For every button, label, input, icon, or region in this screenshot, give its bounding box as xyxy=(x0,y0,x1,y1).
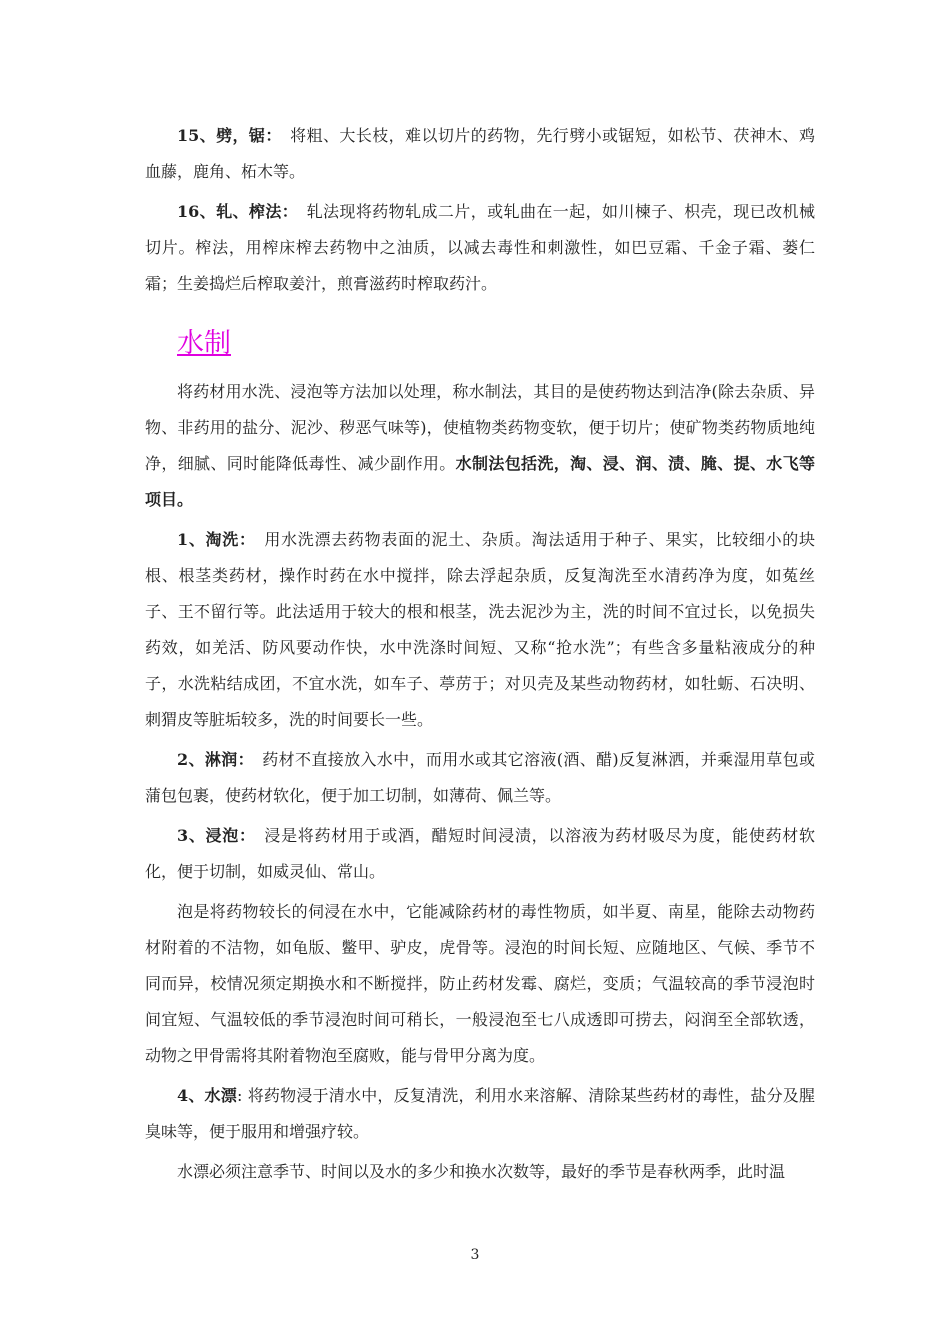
item-taoxi-heading: 1、淘洗： xyxy=(177,530,248,549)
section-intro xyxy=(145,374,815,518)
item-shuipiao-text: : 将药物浸于清水中，反复清洗，利用水来溶解、清除某些药材的毒性，盐分及腥臭味等，便于服用和增强疗较。 xyxy=(145,1086,815,1141)
item-jinpao-heading: 3、浸泡： xyxy=(177,826,248,845)
item-16-gap xyxy=(290,202,306,221)
item-shuipiao-heading: 4、水漂 xyxy=(177,1086,237,1105)
closing-paragraph: 水漂必须注意季节、时间以及水的多少和换水次数等，最好的季节是春秋两季，此时温 xyxy=(177,1162,786,1181)
item-15-heading: 15、劈，锯： xyxy=(177,126,274,145)
item-15-text: 将粗、大长枝，难以切片的药物，先行劈小或锯短，如松节、茯神木、鸡血藤，鹿角、柘木等。 xyxy=(145,126,815,181)
section-title: 水制 xyxy=(177,328,231,359)
item-taoxi xyxy=(145,522,815,738)
item-16 xyxy=(145,194,815,302)
item-jinpao-text: 浸是将药材用于或酒，醋短时间浸渍，以溶液为药材吸尽为度，能使药材软化，便于切制，如威灵仙、常山。 xyxy=(145,826,815,881)
item-15-gap xyxy=(274,126,290,145)
item-16-heading: 16、轧、榨法： xyxy=(177,202,291,221)
document-body xyxy=(145,118,815,1190)
item-15 xyxy=(145,118,815,190)
item-jinpao xyxy=(145,818,815,890)
item-shuipiao xyxy=(145,1078,815,1150)
item-linrun-gap xyxy=(246,750,262,769)
section-intro-text: 将药材用水洗、浸泡等方法加以处理，称水制法，其目的是使药物达到洁净(除去杂质、异物、非药用的盐分、泥沙、秽恶气味等)，使植物类药物变软，便于切片；使矿物类药物质地纯净，细腻、同时能降低毒性、减少副作用。 xyxy=(145,382,815,473)
item-linrun-text: 药材不直接放入水中，而用水或其它溶液(酒、醋)反复淋洒，并乘湿用草包或蒲包包裹，使药材软化，便于加工切制，如薄荷、佩兰等。 xyxy=(145,750,815,805)
item-taoxi-gap xyxy=(248,530,265,549)
soak-paragraph: 泡是将药物较长的伺浸在水中，它能减除药材的毒性物质，如半夏、南星，能除去动物药材附着的不洁物，如龟版、鳖甲、驴皮，虎骨等。浸泡的时间长短、应随地区、气候、季节不同而异，校情况须定期换水和不断搅拌，防止药材发霉、腐烂，变质；气温较高的季节浸泡时间宜短、气温较低的季节浸泡时间可稍长，一般浸泡至七八成透即可捞去，闷润至全部软透，动物之甲骨需将其附着物泡至腐败，能与骨甲分离为度。 xyxy=(145,902,815,1065)
page-number: 3 xyxy=(470,1247,480,1263)
item-jinpao-gap xyxy=(248,826,265,845)
item-linrun xyxy=(145,742,815,814)
item-16-text: 轧法现将药物轧成二片，或轧曲在一起，如川楝子、枳壳，现已改机械切片。榨法，用榨床榨去药物中之油质，以减去毒性和刺激性，如巴豆霜、千金子霜、蒌仁霜；生姜捣烂后榨取姜汁，煎膏滋药时榨取药汁。 xyxy=(145,202,815,293)
item-taoxi-text: 用水洗漂去药物表面的泥土、杂质。淘法适用于种子、果实，比较细小的块根、根茎类药材，操作时药在水中搅拌，除去浮起杂质，反复淘洗至水清药净为度，如菟丝子、王不留行等。此法适用于较大的根和根茎，洗去泥沙为主，洗的时间不宜过长，以免损失药效，如羌活、防风要动作快，水中洗涤时间短、又称“抢水洗”；有些含多量粘液成分的种子，水洗粘结成团，不宜水洗，如车子、葶苈于；对贝壳及某些动物药材，如牡蛎、石决明、刺猬皮等脏垢较多，洗的时间要长一些。 xyxy=(145,530,815,729)
section-intro-bold: 水制法包括洗，淘、浸、润、渍、腌、提、水飞等项目。 xyxy=(145,454,815,509)
item-linrun-heading: 2、淋润： xyxy=(177,750,246,769)
